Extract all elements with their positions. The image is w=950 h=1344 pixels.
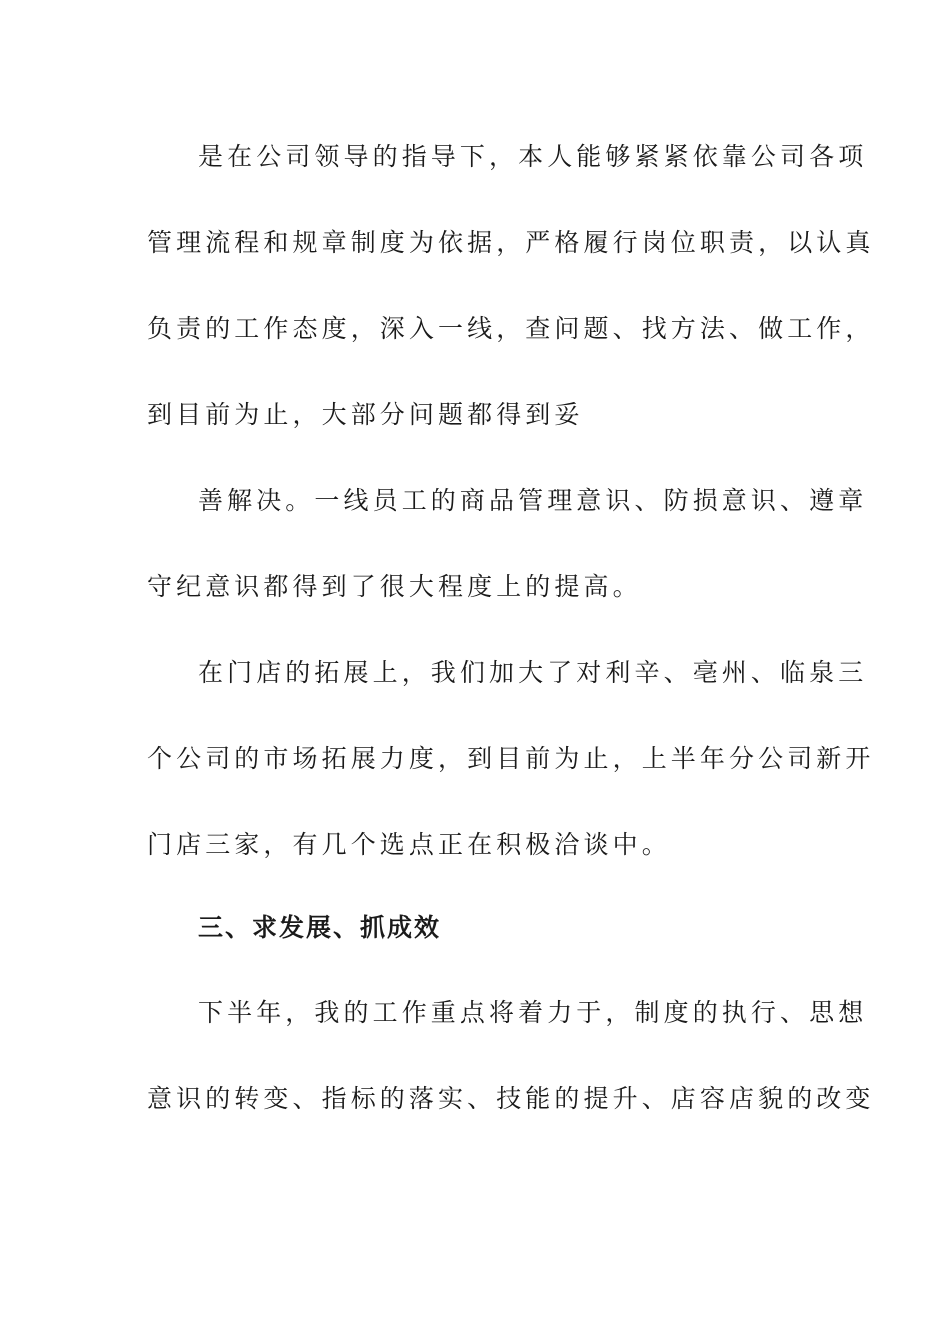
text-line: 在门店的拓展上，我们加大了对利辛、亳州、临泉三 [198, 658, 868, 687]
text-line: 到目前为止，大部分问题都得到妥 [147, 400, 584, 429]
text-line: 善解决。一线员工的商品管理意识、防损意识、遵章 [198, 486, 868, 515]
text-line: 负责的工作态度，深入一线，查问题、找方法、做工作， [147, 314, 875, 343]
text-line: 是在公司领导的指导下，本人能够紧紧依靠公司各项 [198, 142, 868, 171]
text-line: 门店三家，有几个选点正在积极洽谈中。 [147, 830, 671, 859]
text-line: 管理流程和规章制度为依据，严格履行岗位职责，以认真 [147, 228, 875, 257]
text-line: 意识的转变、指标的落实、技能的提升、店容店貌的改变 [147, 1084, 875, 1113]
text-line: 个公司的市场拓展力度，到目前为止，上半年分公司新开 [147, 744, 875, 773]
text-line: 下半年，我的工作重点将着力于，制度的执行、思想 [198, 998, 868, 1027]
text-line: 守纪意识都得到了很大程度上的提高。 [147, 572, 642, 601]
section-heading: 三、求发展、抓成效 [198, 913, 442, 942]
